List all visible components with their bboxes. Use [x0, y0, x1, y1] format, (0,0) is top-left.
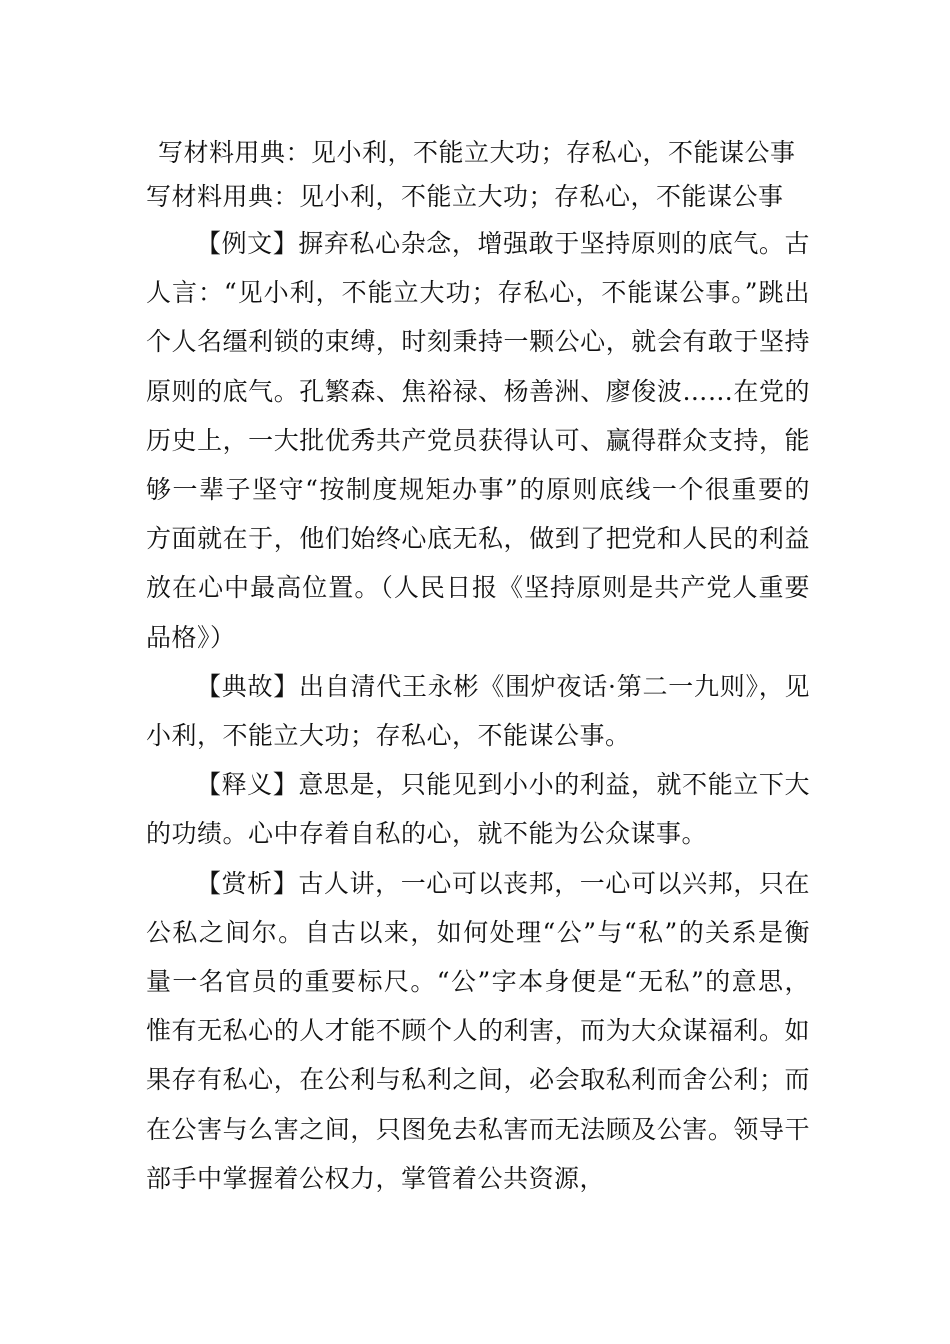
example-paragraph: 【例文】摒弃私心杂念，增强敢于坚持原则的底气。古人言：“见小利，不能立大功；存私心，不能谋公事。”跳出个人名缰利锁的束缚，时刻秉持一颗公心，就会有敢于坚持原则的底气。孔繁森、焦裕禄、杨善洲、廖俊波……在党的历史上，一大批优秀共产党员获得认可、赢得群众支持，能够一辈子坚守“按制度规矩办事”的原则底线一个很重要的方面就在于，他们始终心底无私，做到了把党和人民的利益放在心中最高位置。（人民日报《坚持原则是共产党人重要品格》） — [146, 229, 810, 652]
allusion-paragraph: 【典故】出自清代王永彬《围炉夜话·第二一九则》，见小利，不能立大功；存私心，不能谋公事。 — [146, 671, 810, 751]
meaning-paragraph: 【释义】意思是，只能见到小小的利益，就不能立下大的功绩。心中存着自私的心，就不能为公众谋事。 — [146, 770, 810, 849]
appreciation-paragraph: 【赏析】古人讲，一心可以丧邦，一心可以兴邦，只在公私之间尔。自古以来，如何处理“公”与“私”的关系是衡量一名官员的重要标尺。“公”字本身便是“无私”的意思，惟有无私心的人才能不顾个人的利害，而为大众谋福利。如果存有私心，在公利与私利之间，必会取私利而舍公利；而在公害与么害之间，只图免去私害而无法顾及公害。领导干部手中掌握着公权力，掌管着公共资源， — [146, 868, 810, 1193]
document-title-repeat: 写材料用典：见小利，不能立大功；存私心，不能谋公事 — [146, 182, 784, 211]
document-body — [146, 131, 810, 1203]
document-title: 写材料用典：见小利，不能立大功；存私心，不能谋公事 — [158, 138, 796, 167]
